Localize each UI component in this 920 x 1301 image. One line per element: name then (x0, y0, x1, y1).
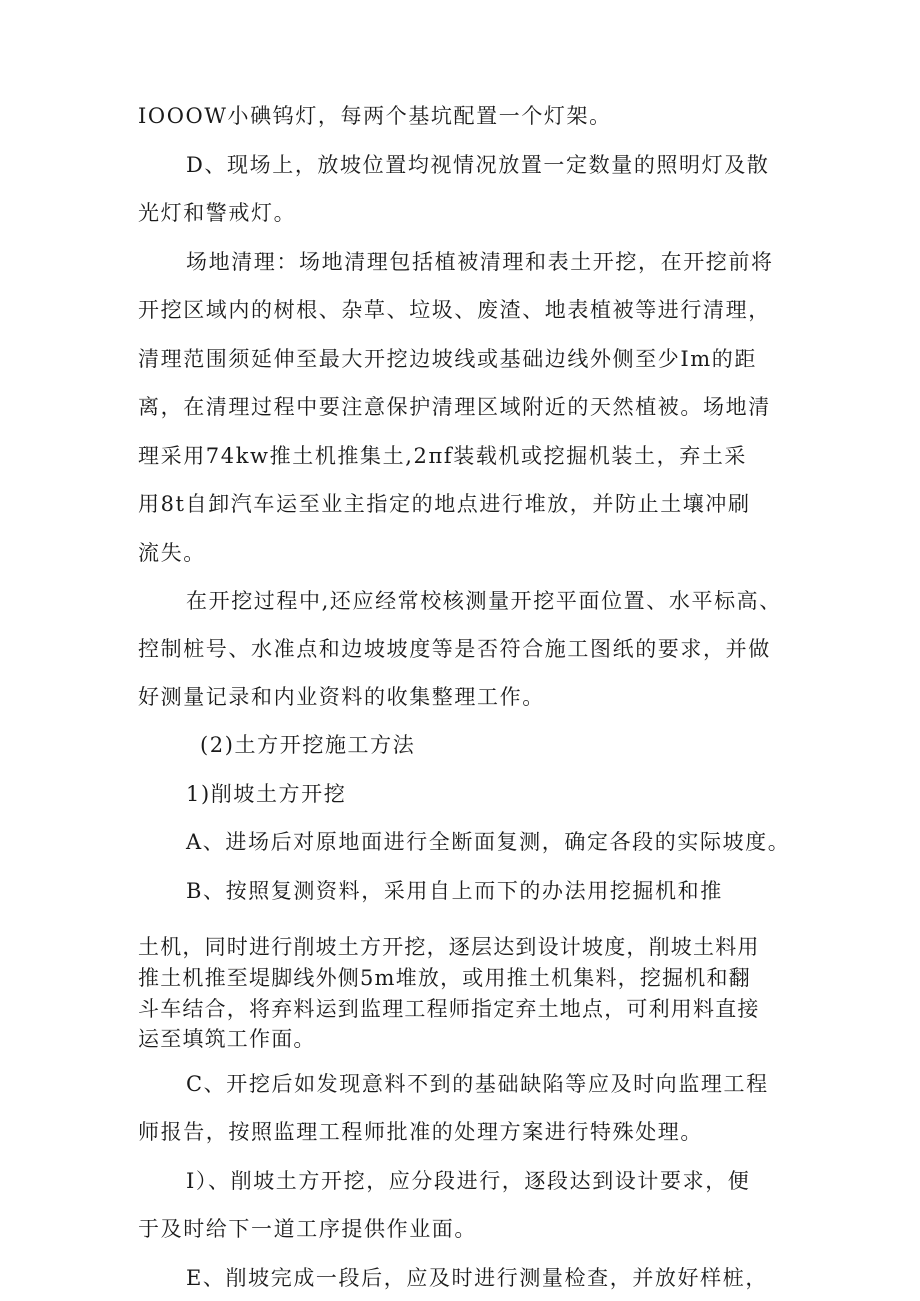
text-line: 清理范围须延伸至最大开挖边坡线或基础边线外侧至少Im的距 (138, 347, 758, 371)
text-line: 斗车结合，将弃料运到监理工程师指定弃土地点，可利用料直接 (138, 997, 760, 1021)
text-line: 控制桩号、水准点和边坡坡度等是否符合施工图纸的要求，并做 (138, 637, 771, 661)
text-line: 离，在清理过程中要注意保护清理区域附近的天然植被。场地清 (138, 395, 771, 419)
text-line: 在开挖过程中,还应经常校核测量开挖平面位置、水平标高、 (186, 589, 782, 613)
text-line: B、按照复测资料，采用自上而下的办法用挖掘机和推 (186, 879, 723, 903)
text-line: C、开挖后如发现意料不到的基础缺陷等应及时向监理工程 (186, 1072, 769, 1096)
text-line: IOOOW小碘钨灯，每两个基坑配置一个灯架。 (138, 104, 612, 128)
section-heading: (2)土方开挖施工方法 (200, 733, 416, 757)
text-line: 于及时给下一道工序提供作业面。 (138, 1217, 477, 1241)
text-line: 推土机推至堤脚线外侧5m堆放，或用推土机集料，挖掘机和翻 (138, 966, 751, 990)
text-line: D、现场上，放坡位置均视情况放置一定数量的照明灯及散 (186, 153, 770, 177)
text-line: 光灯和警戒灯。 (138, 201, 297, 225)
text-line: E、削坡完成一段后，应及时进行测量检查，并放好样桩， (186, 1266, 768, 1290)
text-line: 流失。 (138, 541, 206, 565)
text-line: 场地清理：场地清理包括植被清理和表土开挖，在开挖前将 (186, 250, 774, 274)
text-line: 理采用74kw推土机推集土,2πf装载机或挖掘机装土，弃土采 (138, 444, 748, 468)
text-line: 运至填筑工作面。 (138, 1027, 316, 1051)
subsection-heading: 1)削坡土方开挖 (186, 782, 347, 806)
text-line: 开挖区域内的树根、杂草、垃圾、废渣、地表植被等进行清理， (138, 298, 771, 322)
text-line: 用8t自卸汽车运至业主指定的地点进行堆放，并防止土壤冲刷 (138, 492, 751, 516)
text-line: 好测量记录和内业资料的收集整理工作。 (138, 685, 545, 709)
text-line: A、进场后对原地面进行全断面复测，确定各段的实际坡度。 (186, 830, 791, 854)
text-line: I）、削坡土方开挖，应分段进行，逐段达到设计要求，便 (186, 1169, 751, 1193)
text-line: 土机，同时进行削坡土方开挖，逐层达到设计坡度，削坡土料用 (138, 935, 760, 959)
text-line: 师报告，按照监理工程师批准的处理方案进行特殊处理。 (138, 1120, 703, 1144)
